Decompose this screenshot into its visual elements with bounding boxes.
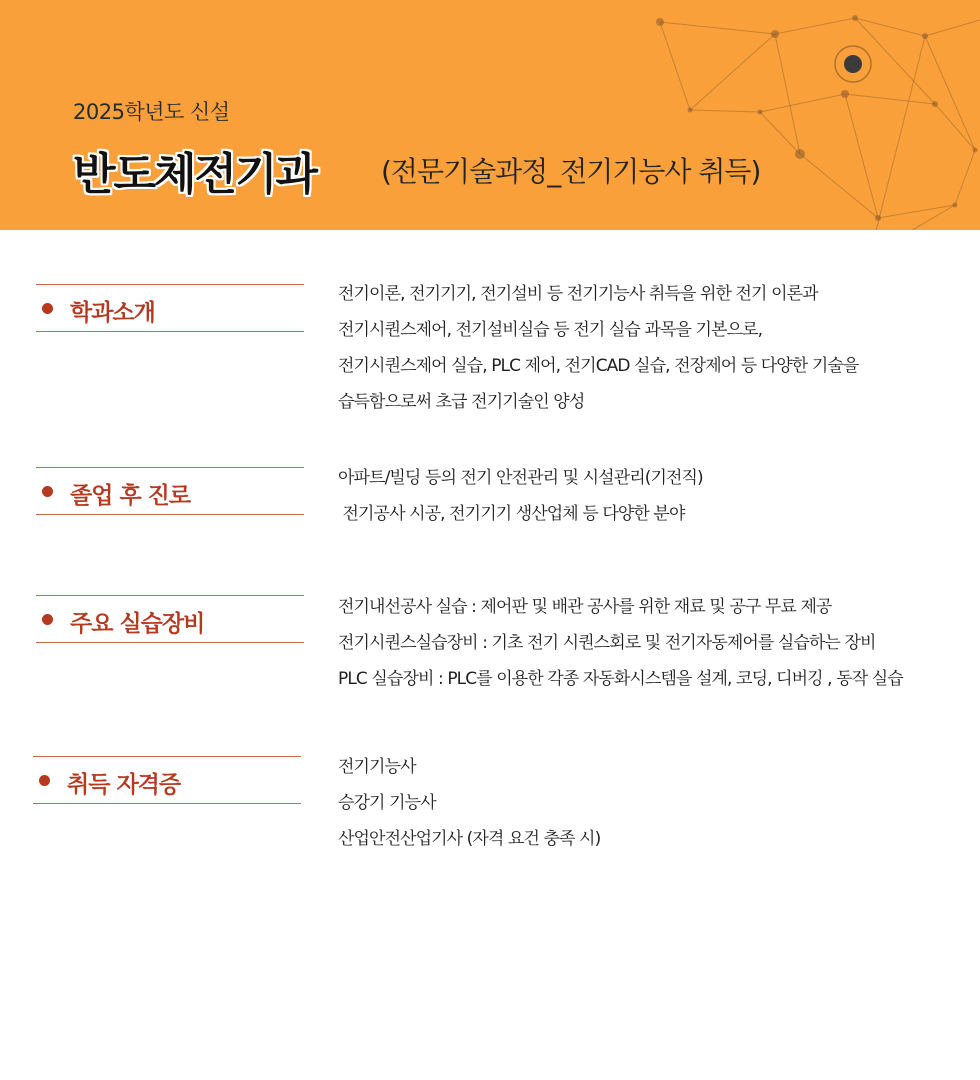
bullet-icon bbox=[42, 614, 53, 625]
body-line: 전기이론, 전기기기, 전기설비 등 전기기능사 취득을 위한 전기 이론과 bbox=[338, 284, 818, 304]
bullet-icon bbox=[42, 303, 53, 314]
body-line: 습득함으로써 초급 전기기술인 양성 bbox=[338, 392, 585, 412]
department-subtitle: (전문기술과정_전기기능사 취득) bbox=[381, 155, 761, 188]
body-line: 아파트/빌딩 등의 전기 안전관리 및 시설관리(기전직) bbox=[338, 468, 703, 488]
section-heading bbox=[36, 284, 304, 332]
bullet-icon bbox=[39, 775, 50, 786]
section-body bbox=[338, 749, 600, 857]
body-line: 전기기능사 bbox=[338, 757, 416, 777]
department-title: 반도체전기과 bbox=[73, 149, 317, 200]
body-line: 전기시퀀스제어 실습, PLC 제어, 전기CAD 실습, 전장제어 등 다양한 기술을 bbox=[338, 356, 859, 376]
section-heading bbox=[36, 467, 304, 515]
section-title: 주요 실습장비 bbox=[70, 611, 205, 637]
hero-banner bbox=[0, 0, 980, 230]
bullet-icon bbox=[42, 486, 53, 497]
section-heading bbox=[33, 756, 301, 804]
body-line: 전기시퀀스실습장비 : 기초 전기 시퀀스회로 및 전기자동제어를 실습하는 장비 bbox=[338, 633, 876, 653]
section-body bbox=[338, 276, 858, 420]
section-title: 졸업 후 진로 bbox=[70, 483, 191, 509]
body-line: PLC 실습장비 : PLC를 이용한 각종 자동화시스템을 설계, 코딩, 디버깅 , 동작 실습 bbox=[338, 669, 903, 689]
body-line: 전기공사 시공, 전기기기 생산업체 등 다양한 분야 bbox=[338, 504, 685, 524]
section-heading bbox=[36, 595, 304, 643]
section-body bbox=[338, 460, 703, 532]
body-line: 전기내선공사 실습 : 제어판 및 배관 공사를 위한 재료 및 공구 무료 제공 bbox=[338, 597, 832, 617]
body-line: 산업안전산업기사 (자격 요건 충족 시) bbox=[338, 829, 601, 849]
body-line: 승강기 기능사 bbox=[338, 793, 436, 813]
year-label: 2025학년도 신설 bbox=[73, 100, 230, 124]
section-body bbox=[338, 589, 903, 697]
body-line: 전기시퀀스제어, 전기설비실습 등 전기 실습 과목을 기본으로, bbox=[338, 320, 763, 340]
section-title: 취득 자격증 bbox=[67, 772, 181, 798]
section-title: 학과소개 bbox=[70, 300, 155, 326]
